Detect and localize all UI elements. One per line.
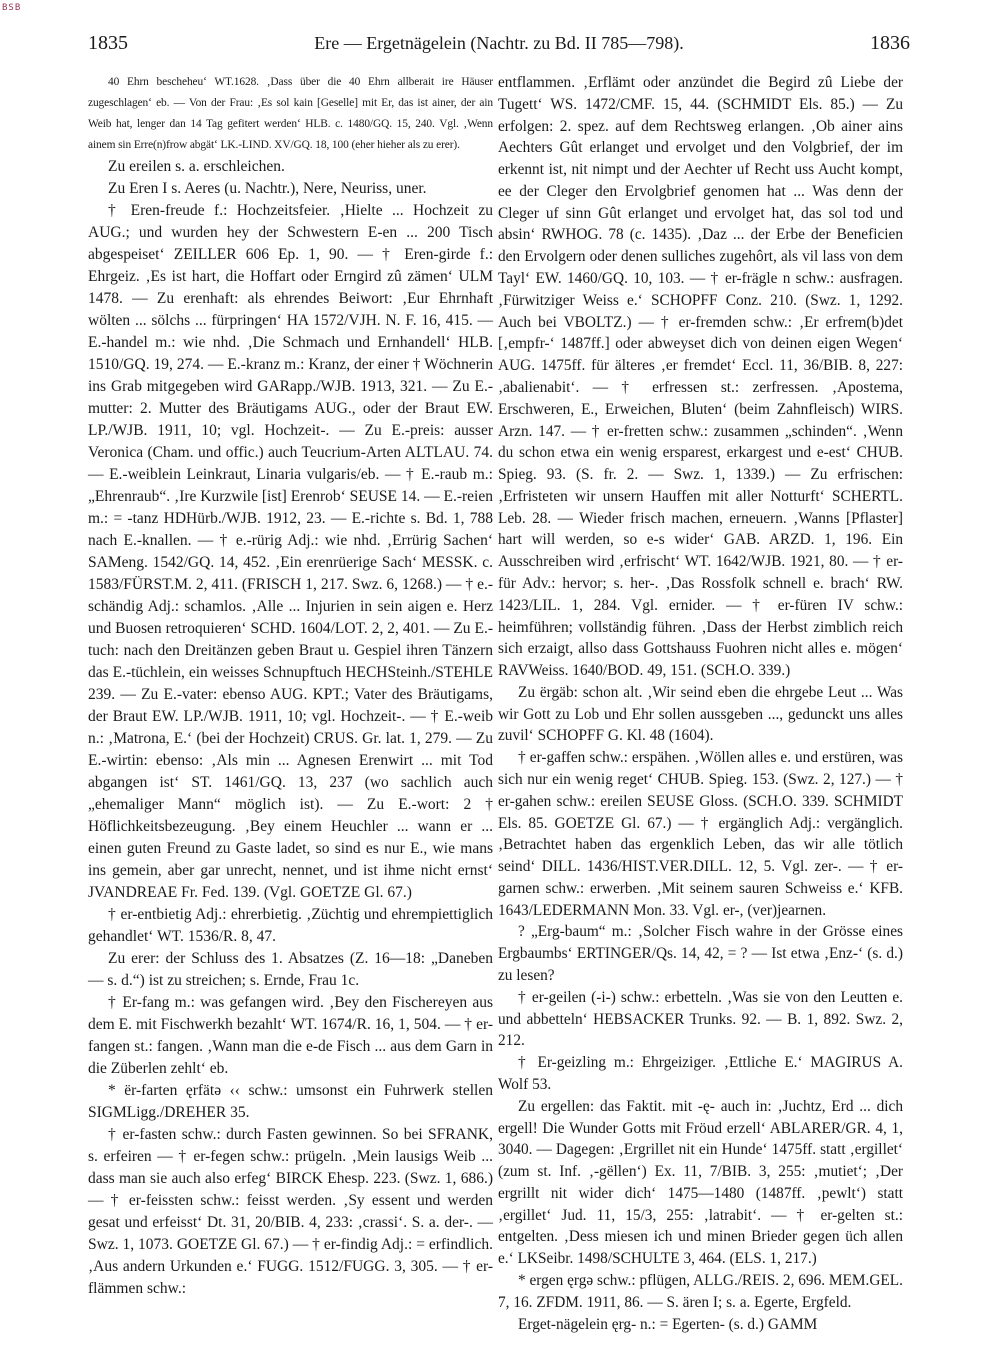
left-column <box>88 72 493 1300</box>
dictionary-entry: Zu ereilen s. a. erschleichen. <box>108 158 285 175</box>
header-title: Ere — Ergetnägelein (Nachtr. zu Bd. II 785—798). <box>314 33 684 53</box>
dictionary-entry: * ergen ęrgə schw.: pflügen, ALLG./REIS. 2, 696. MEM.GEL. 7, 16. ZFDM. 1911, 86. — S. ären I; s. a. Egerte, Ergfeld. <box>498 1271 903 1311</box>
dictionary-entry: † Er-geizling m.: Ehrgeiziger. ‚Ettliche E.‘ MAGIRUS A. Wolf 53. <box>498 1054 903 1093</box>
dictionary-entry: Zu ergellen: das Faktit. mit -ę- auch in: ‚Juchtz, Erd ... dich ergell! Die Wunder Gotts mit Fröud erzell‘ ABLARER/GR. 4, 1, 3040. — Dagegen: ‚Ergrillet nit ein Hunde‘ 1475ff. statt ‚ergillet‘ (zum st. Inf. ‚-gëllen‘) Ex. 11, 7/BIB. 3, 255: ‚mutiet‘; ‚Der ergrillt nit wider dich‘ 1475—1480 (1487ff. ‚pewlt‘) statt ‚ergillet‘ Jud. 11, 15/3, 255: ‚latrabit‘. — † er-gelten st.: entgelten. ‚Dess miesen ich und minen Brieder gegen üch allen e.‘ LKSeibr. 1498/SCHULTE 3, 464. (ELS. 1, 217.) <box>498 1097 903 1268</box>
dictionary-entry: Erget-nägelein ęrg- n.: = Egerten- (s. d.) GAMM <box>518 1315 818 1333</box>
dictionary-entry: † er-geilen (-i-) schw.: erbetteln. ‚Was sie von den Leutten e. und abbetteln‘ HEBSACKER Trunks. 92. — B. 1, 892. Swz. 2, 212. <box>498 988 903 1050</box>
dictionary-entry: † er-fasten schw.: durch Fasten gewinnen. So bei SFRANK, s. erfeiren — † er-fegen schw.: prügeln. ‚Mein lausigs Weib ... dass man sie auch also erfeg‘ BIRCK Ehesp. 223. (Swz. 1, 686.) — † er-feissten schw.: feisst werden. ‚Sy essent und werden gesat und erfeisst‘ Dt. 31, 20/BIB. 4, 233: ‚crassi‘. S. a. der-. — Swz. 1, 1073. GOETZE Gl. 67.) — † er-findig Adj.: = erfindlich. ‚Aus andern Urkunden e.‘ FUGG. 1512/FUGG. 3, 305. — † er-flämmen schw.: <box>88 1126 493 1297</box>
dictionary-entry: † Eren-freude f.: Hochzeitsfeier. ‚Hielte ... Hochzeit zu AUG.; und wurden hey der Schwestern E-en ... 200 Tisch abgespeiset‘ ZEILLER 606 Ep. 1, 90. — † Eren-girde f.: Ehrgeiz. ‚Es ist hart, die Hoffart oder Erngird zû zämen‘ ULM 1478. — Zu erenhaft: als ehrendes Beiwort: ‚Eur Ehrnhaft wölten ... sölchs ... fürpringen‘ HA 1572/VJH. N. F. 16, 415. — E.-handel m.: wie nhd. ‚Die Schmach und Ernhandell‘ HLB. 1510/GQ. 19, 274. — E.-kranz m.: Kranz, der einer † Wöchnerin ins Grab mitgegeben wird GARapp./WJB. 1913, 321. — Zu E.-mutter: 2. Mutter des Bräutigams AUG., oder der Braut EW. LP./WJB. 1911, 10; vgl. Hochzeit-. — Zu E.-preis: ausser Veronica (Cham. und offic.) auch Teucrium-Arten ALTLAU. 74. — E.-weiblein Leinkraut, Linaria vulgaris/eb. — † E.-raub m.: „Ehrenraub“. ‚Ire Kurzwile [ist] Erenrob‘ SEUSE 14. — E.-reien m.: = -tanz HDHürb./WJB. 1912, 23. — E.-richte s. Bd. 1, 788 nach E.-knallen. — † e.-rürig Adj.: wie nhd. ‚Errürig Sachen‘ SAMeng. 1542/GQ. 14, 452. ‚Ein erenrüerige Sach‘ MESSK. c. 1583/FÜRST.M. 2, 411. (FRISCH 1, 217. Swz. 6, 1268.) — † e.-schändig Adj.: schamlos. ‚Alle ... Injurien in sein aigen e. Herz und Buosen retroquieren‘ SCHD. 1604/LOT. 2, 2, 401. — Zu E.-tuch: nach den Dreitänzen geben Braut u. Gespiel ihren Tänzern das E.-tüchlein, ein weisses Schnupftuch HECHSteinh./STEHLE 239. — Zu E.-vater: ebenso AUG. KPT.; Vater des Bräutigams, der Braut EW. LP./WJB. 1911, 10; vgl. Hochzeit-. — † E.-weib n.: ‚Matrona, E.‘ (bei der Hochzeit) CRUS. Gr. lat. 1, 279. — Zu E.-wirtin: ebenso: ‚Als min ... Agnesen Erenwirt ... mit Tod abgangen ist‘ ST. 1461/GQ. 13, 237 (wo sachlich auch „ehemaliger Mann“ möglich ist). — Zu E.-wort: 2 † Höflichkeitsbezeugung. ‚Bey einem Heuchler ... wann er ... einen guten Freund zu Gaste ladet, so sind es nur E., wie mans ins gemein, aber gar unrecht, nennet, und ist ihme nicht ernst‘ JVANDREAE Fr. Fed. 139. (Vgl. GOETZE Gl. 67.) <box>88 202 493 901</box>
dictionary-entry: † er-gaffen schw.: erspähen. ‚Wöllen alles e. und erstüren, was sich nur ein wenig reget‘ CHUB. Spieg. 153. (Swz. 2, 127.) — † er-gahen schw.: ereilen SEUSE Gloss. (SCH.O. 339. SCHMIDT Els. 85. GOETZE Gl. 67.) — † ergänglich Adj.: vergänglich. ‚Betrachtet haben das ergenklich Leben, das wir alle tötlich seind‘ DILL. 1436/HIST.VER.DILL. 12, 5. Vgl. zer-. — † er-garnen schw.: erwerben. ‚Mit seinem sauren Schweiss e.‘ KFB. 1643/LEDERMANN Mon. 33. Vgl. er-, (ver)jearnen. <box>498 749 903 919</box>
dictionary-entry: entflammen. ‚Erflämt oder anzündet die Begird zû Liebe der Tugett‘ WS. 1472/CMF. 15, 44. (SCHMIDT Els. 85.) — Zu erfolgen: 2. spez. auf dem Rechtsweg erlangen. ‚Ob ainer ains Aechters Gût erlanget und ervolget und den Volgbrief, der im erkennt ist, nit nimpt und der Aechter uf Recht uss Aucht kompt, ee der Cleger den Ervolgbrief genomen hat ... Was denn der Cleger uf sinn Gût erlanget und ervolget hat, das sol tod und absin‘ RWHOG. 78 (c. 1435). ‚Daz ... der Erbe der Beneficien den Ervolgern oder denen sulliches zugehôrt, als vil lass von dem Tayl‘ EW. 1460/GQ. 10, 103. — † er-frägle n schw.: ausfragen. ‚Fürwitziger Weiss e.‘ SCHOPFF Conz. 210. (Swz. 1, 1292. Auch bei VBOLTZ.) — † er-fremden schw.: ‚Er erfrem(b)det [‚empfr-‘ 1487ff.] oder abweyset dich von deinen eigen Wegen‘ AUG. 1475ff. für älteres ‚er fremdet‘ Eccl. 11, 36/BIB. 8, 227: ‚abalienabit‘. — † erfressen st.: zerfressen. ‚Apostema, Erschweren, E., Erweichen, Bluten‘ (beim Zahnfleisch) WIRS. Arzn. 147. — † er-fretten schw.: zusammen „schinden“. ‚Wenn du schon etwa ein wenig ersparest, erkargest und e-est‘ CHUB. Spieg. 93. (S. fr. 2. — Swz. 1, 1339.) — Zu erfrischen: ‚Erfristeten wir unsern Hauffen mit aller Notturft‘ SCHERTL. Leb. 28. — Wieder frisch machen, erneuern. ‚Wanns [Pflaster] hart will werden, so e-s wider‘ GAB. ARZD. 1, 196. Ein Ausschreiben wird ‚erfrischt‘ WT. 1642/WJB. 1921, 80. — † er-für Adv.: hervor; s. her-. ‚Das Rossfolk schnell e. brach‘ RW. 1423/LIL. 1, 284. Vgl. ernider. — † er-füren IV schw.: heimführen; vollständig führen. ‚Dass der Herbst zimblich reich sich erzaigt, allso dass Gottshauss Fuohren nicht alles e. mögen‘ RAVWeiss. 1640/BOD. 49, 151. (SCH.O. 339.) <box>498 74 903 680</box>
dictionary-entry: Zu Eren I s. Aeres (u. Nachtr.), Nere, Neuriss, uner. <box>108 180 427 197</box>
dictionary-entry: Zu ërgäb: schon alt. ‚Wir seind eben die ehrgebe Leut ... Was wir Gott zu Lob und Ehr sollen aussgeben ..., gedunckt uns alles zuvil‘ SCHOPFF G. Kl. 48 (1604). <box>498 683 903 745</box>
dictionary-entry: † er-entbietig Adj.: ehrerbietig. ‚Züchtig und ehrempiettiglich gehandlet‘ WT. 1536/R. 8, 47. <box>88 906 493 945</box>
dictionary-entry: * ër-farten ęrfätə ‹‹ schw.: umsonst ein Fuhrwerk stellen SIGMLigg./DREHER 35. <box>88 1082 493 1121</box>
right-column <box>498 72 903 1335</box>
dictionary-entry: 40 Ehrn bescheheu‘ WT.1628. ‚Dass über die 40 Ehrn allberait ire Häuser zugeschlagen‘ eb. — Von der Frau: ‚Es sol kain [Geselle] mit Er, das ist ainer, der ain Weib hat, lenger dan 14 Tag gefitert werden‘ HLB. c. 1480/GQ. 15, 240. Vgl. ‚Wenn ainem sin Erre(n)frow abgät‘ LK.-LIND. XV/GQ. 18, 100 (eher hieher als zu erer). <box>88 76 493 151</box>
dictionary-entry: † Er-fang m.: was gefangen wird. ‚Bey den Fischereyen aus dem E. mit Fischwerkh bezahlt‘ WT. 1674/R. 16, 1, 504. — † er-fangen st.: fangen. ‚Wann man die e-de Fisch ... aus dem Garn in die Züberlen zehlt‘ eb. <box>88 994 493 1077</box>
page-number-right: 1836 <box>870 32 910 54</box>
library-stamp: BSB <box>2 3 22 13</box>
running-header <box>88 30 910 58</box>
dictionary-entry: ? „Erg-baum“ m.: ‚Solcher Fisch wahre in der Grösse eines Ergbaumbs‘ ERTINGER/Qs. 14, 42, = ? — Ist etwa ‚Enz-‘ (s. d.) zu lesen? <box>498 923 903 985</box>
page-number-left: 1835 <box>88 32 128 54</box>
dictionary-entry: Zu erer: der Schluss des 1. Absatzes (Z. 16—18: „Daneben — s. d.“) ist zu streichen; s. Ernde, Frau 1c. <box>88 950 493 989</box>
